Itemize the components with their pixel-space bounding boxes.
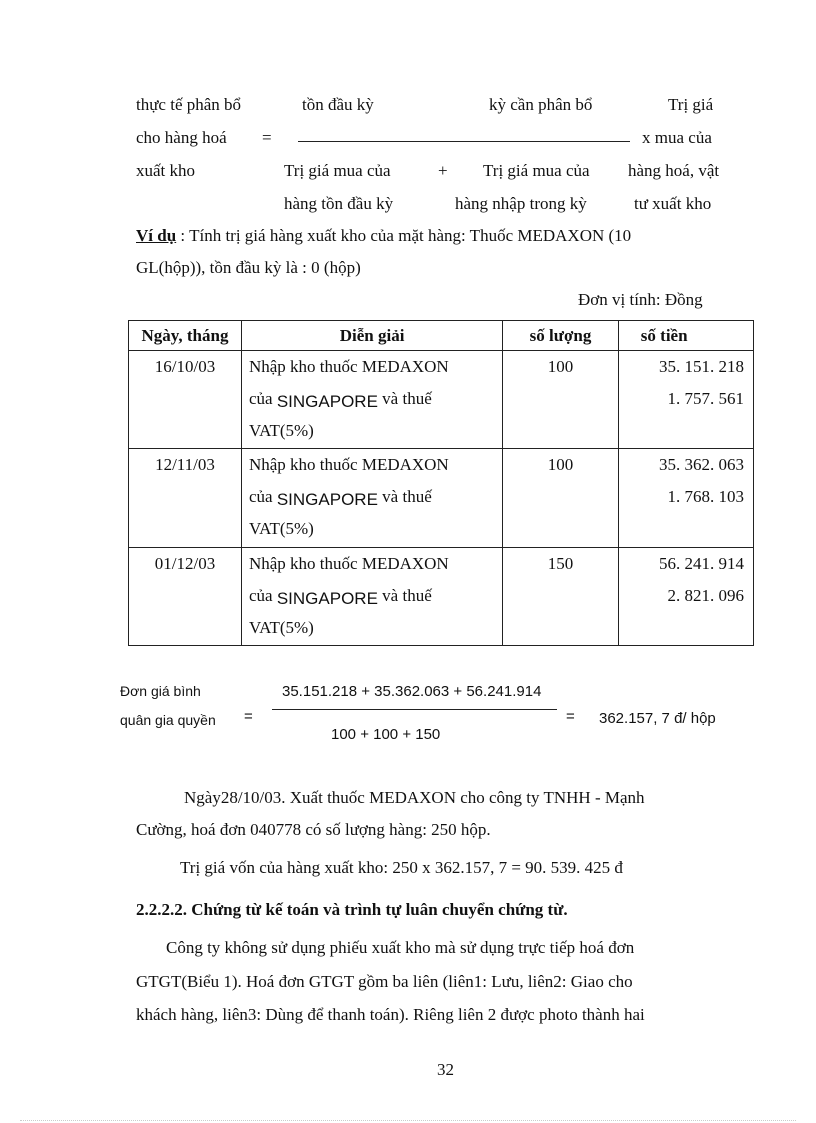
row-amount-2: 2. 821. 096	[667, 585, 744, 605]
formula-right-line-3: hàng hoá, vật	[628, 161, 720, 180]
table-row	[129, 547, 754, 645]
row-quantity: 100	[547, 357, 574, 376]
formula-left-line-1: thực tế phân bổ	[136, 95, 242, 114]
row-amount-1: 56. 241. 914	[659, 553, 744, 573]
row-desc-line-1: Nhập kho thuốc MEDAXON	[248, 455, 449, 475]
row-quantity: 100	[547, 455, 574, 475]
row-desc-line-2: của SINGAPORE và thuế	[248, 487, 432, 510]
paragraph-1-line-1: Ngày28/10/03. Xuất thuốc MEDAXON cho công ty TNHH - Mạnh	[184, 788, 645, 807]
row-desc-line-3: VAT(5%)	[248, 617, 314, 637]
header-quantity: số lượng	[503, 321, 619, 351]
example-label: Ví dụ	[136, 226, 177, 245]
formula-right-line-2: x mua của	[642, 128, 712, 147]
header-description: Diễn giải	[241, 321, 502, 351]
paragraph-2-line-2: GTGT(Biểu 1). Hoá đơn GTGT gồm ba liên (liên1: Lưu, liên2: Giao cho	[136, 972, 633, 991]
formula-fraction-bar	[298, 141, 630, 142]
row-date: 16/10/03	[154, 357, 216, 376]
unit-note: Đơn vị tính: Đồng	[578, 290, 703, 309]
average-label-line-2: quân gia quyền	[120, 712, 216, 728]
formula-numerator-left: tồn đầu kỳ	[302, 95, 374, 114]
row-date: 12/11/03	[155, 455, 215, 475]
formula-right-line-4: tư xuất kho	[634, 194, 712, 213]
paragraph-1-line-2: Cường, hoá đơn 040778 có số lượng hàng: 250 hộp.	[136, 820, 491, 839]
paragraph-2-line-3: khách hàng, liên3: Dùng để thanh toán). Riêng liên 2 được photo thành hai	[136, 1005, 645, 1024]
row-amount-1: 35. 362. 063	[659, 455, 744, 475]
row-quantity: 150	[547, 553, 574, 573]
page-number: 32	[437, 1060, 454, 1079]
formula-denominator-2-line-2: hàng nhập trong kỳ	[455, 194, 587, 213]
paragraph-2-line-1: Công ty không sử dụng phiếu xuất kho mà sử dụng trực tiếp hoá đơn	[166, 938, 635, 957]
formula-equals: =	[262, 128, 272, 147]
page-bottom-divider	[20, 1120, 796, 1121]
formula-numerator-right: kỳ cần phân bổ	[489, 95, 593, 114]
formula-denominator-1-line-1: Trị giá mua của	[284, 161, 391, 180]
row-amount-2: 1. 768. 103	[667, 487, 744, 507]
row-amount-1: 35. 151. 218	[659, 357, 744, 376]
formula-plus: +	[438, 161, 448, 180]
formula-left-line-3: xuất kho	[136, 161, 196, 180]
formula-left-line-2: cho hàng hoá	[136, 128, 227, 147]
average-numerator: 35.151.218 + 35.362.063 + 56.241.914	[282, 683, 542, 700]
formula-denominator-1-line-2: hàng tồn đầu kỳ	[284, 194, 394, 213]
formula-denominator-2-line-1: Trị giá mua của	[483, 161, 590, 180]
row-desc-line-1: Nhập kho thuốc MEDAXON	[248, 357, 449, 376]
average-equals-2: =	[566, 708, 575, 725]
average-equals: =	[244, 708, 253, 725]
average-fraction-bar	[272, 709, 557, 710]
average-result: 362.157, 7 đ/ hộp	[599, 710, 716, 727]
row-date: 01/12/03	[154, 553, 216, 573]
example-text-1: : Tính trị giá hàng xuất kho của mặt hàng: Thuốc MEDAXON (10	[176, 226, 632, 245]
row-desc-line-3: VAT(5%)	[248, 421, 314, 440]
table-row	[129, 351, 754, 449]
section-heading: 2.2.2.2. Chứng từ kế toán và trình tự luân chuyển chứng từ.	[136, 900, 568, 919]
stock-table	[128, 320, 754, 646]
table-row	[129, 449, 754, 547]
row-desc-line-2: của SINGAPORE và thuế	[248, 585, 432, 608]
row-desc-line-1: Nhập kho thuốc MEDAXON	[248, 553, 449, 573]
average-label-line-1: Đơn giá bình	[120, 683, 201, 699]
table-header-row	[129, 321, 754, 351]
average-denominator: 100 + 100 + 150	[331, 726, 441, 743]
header-amount: số tiền	[618, 321, 753, 351]
header-date: Ngày, tháng	[129, 321, 242, 351]
example-line-1	[136, 226, 739, 246]
row-amount-2: 1. 757. 561	[667, 389, 744, 408]
example-line-2: GL(hộp)), tồn đầu kỳ là : 0 (hộp)	[136, 258, 361, 277]
cost-line: Trị giá vốn của hàng xuất kho: 250 x 362.157, 7 = 90. 539. 425 đ	[180, 858, 623, 877]
formula-right-line-1: Trị giá	[668, 95, 714, 114]
row-desc-line-3: VAT(5%)	[248, 519, 314, 539]
row-desc-line-2: của SINGAPORE và thuế	[248, 389, 432, 411]
